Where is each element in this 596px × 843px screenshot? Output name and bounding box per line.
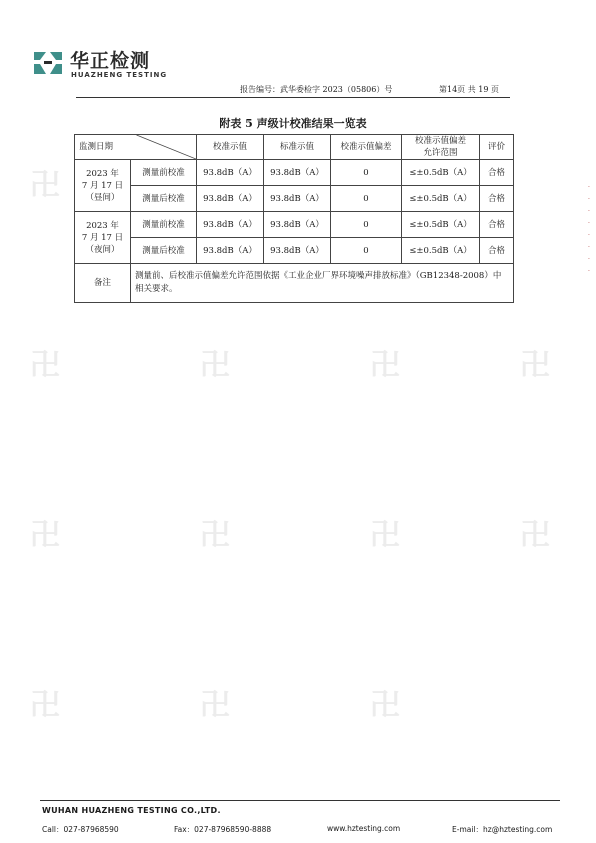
diagonal-line [75, 135, 196, 159]
footer-email: E-mail：hz@hztesting.com [452, 825, 553, 834]
group-date-period: （昼间） [85, 192, 120, 203]
cell-calibrated: 93.8dB（A） [197, 160, 264, 186]
group-date-year: 2023 年 [86, 168, 119, 179]
footer-company: WUHAN HUAZHENG TESTING CO.,LTD. [42, 806, 221, 815]
cell-phase: 测量后校准 [131, 238, 197, 264]
watermark-logo: 卍 [30, 688, 60, 723]
company-name-en: HUAZHENG TESTING [71, 71, 168, 79]
cell-calibrated: 93.8dB（A） [197, 186, 264, 212]
footer-fax: Fax：027-87968590-8888 [174, 825, 272, 834]
cell-standard: 93.8dB（A） [264, 160, 331, 186]
cell-deviation: 0 [331, 186, 402, 212]
table-row [75, 186, 514, 212]
watermark-logo: 卍 [370, 688, 400, 723]
note-label: 备注 [75, 264, 131, 303]
cell-calibrated: 93.8dB（A） [197, 238, 264, 264]
cell-phase: 测量前校准 [131, 212, 197, 238]
footer-divider [40, 800, 560, 801]
table-title: 附表 5 声级计校准结果一览表 [219, 117, 367, 130]
cell-phase: 测量前校准 [131, 160, 197, 186]
table-header-row [75, 135, 514, 160]
group-date-day: 7 月 17 日 [81, 232, 124, 243]
table-row [75, 160, 514, 186]
table-note-row [75, 264, 514, 303]
watermark-logo: 卍 [30, 168, 60, 203]
watermark-logo: 卍 [30, 348, 60, 383]
cell-allowed: ≤±0.5dB（A） [402, 212, 480, 238]
group-date-cell [75, 160, 131, 212]
cell-rating: 合格 [480, 212, 514, 238]
header-divider [76, 97, 510, 98]
header-date: 监测日期 [79, 142, 114, 152]
header-rating: 评价 [480, 135, 514, 160]
cell-deviation: 0 [331, 238, 402, 264]
watermark-logo: 卍 [200, 688, 230, 723]
seam-stamp-fragment: · · · · · · · · [588, 184, 590, 275]
table-row [75, 212, 514, 238]
footer-phone: Call：027-87968590 [42, 825, 119, 834]
page-number: 第14页 共 19 页 [439, 85, 499, 94]
cell-phase: 测量后校准 [131, 186, 197, 212]
group-date-day: 7 月 17 日 [81, 180, 124, 191]
watermark-logo: 卍 [370, 518, 400, 553]
header-calibrated: 校准示值 [197, 135, 264, 160]
watermark-logo: 卍 [520, 348, 550, 383]
cell-standard: 93.8dB（A） [264, 238, 331, 264]
company-name-cn: 华正检测 [70, 50, 151, 72]
header-allowed-line1: 校准示值偏差 [415, 136, 467, 146]
cell-rating: 合格 [480, 238, 514, 264]
watermark-logo: 卍 [520, 518, 550, 553]
header-allowed [402, 135, 480, 160]
cell-deviation: 0 [331, 212, 402, 238]
header-date-cell [75, 135, 197, 160]
watermark-logo: 卍 [200, 518, 230, 553]
cell-standard: 93.8dB（A） [264, 186, 331, 212]
cell-deviation: 0 [331, 160, 402, 186]
cell-allowed: ≤±0.5dB（A） [402, 160, 480, 186]
watermark-logo: 卍 [200, 348, 230, 383]
watermark-logo: 卍 [370, 348, 400, 383]
cell-rating: 合格 [480, 186, 514, 212]
cell-calibrated: 93.8dB（A） [197, 212, 264, 238]
cell-allowed: ≤±0.5dB（A） [402, 238, 480, 264]
cell-rating: 合格 [480, 160, 514, 186]
group-date-cell [75, 212, 131, 264]
cell-standard: 93.8dB（A） [264, 212, 331, 238]
header-allowed-line2: 允许范围 [423, 148, 458, 158]
header-deviation: 校准示值偏差 [331, 135, 402, 160]
table-row [75, 238, 514, 264]
cell-allowed: ≤±0.5dB（A） [402, 186, 480, 212]
report-number: 报告编号：武华委检字 2023（05806）号 [240, 85, 393, 94]
calibration-table [74, 134, 514, 303]
group-date-period: （夜间） [85, 244, 120, 255]
header-standard: 标准示值 [264, 135, 331, 160]
note-text: 测量前、后校准示值偏差允许范围依据《工业企业厂界环境噪声排放标准》（GB12348-2008）中相关要求。 [131, 264, 514, 303]
watermark-logo: 卍 [30, 518, 60, 553]
company-logo [30, 46, 180, 82]
company-logo-icon [30, 48, 66, 78]
footer-website: www.hztesting.com [327, 824, 401, 833]
group-date-year: 2023 年 [86, 220, 119, 231]
